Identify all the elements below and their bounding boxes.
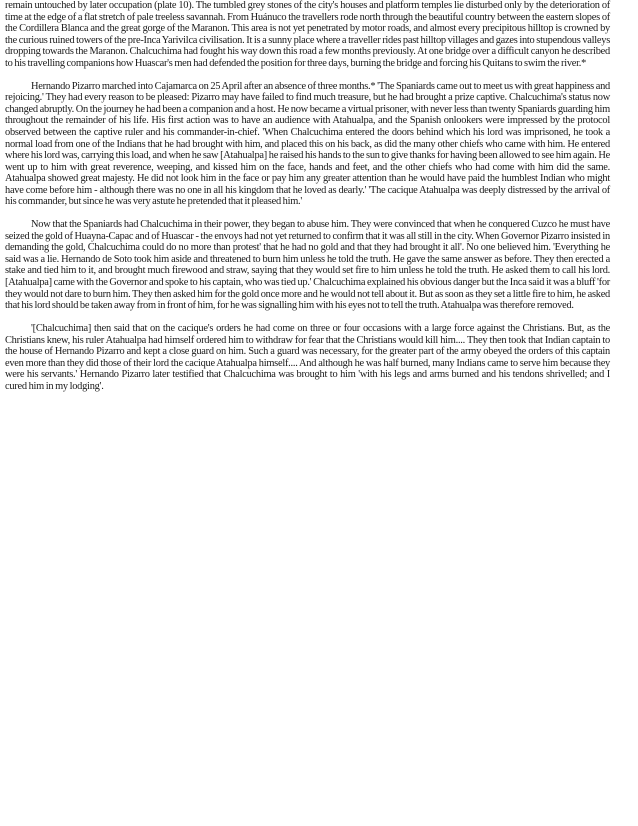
paragraph-continuation: remain untouched by later occupation (plate 10). The tumbled grey stones of the city's houses and platform temples lie disturbed only by the deterioration of time at the edge of a flat stretch of pale treeless savannah. From Huánuco the travellers rode north through the beautiful country between the eastern slopes of the Cordillera Blanca and the great gorge of the Maranon. This area is not yet penetrated by motor roads, and almost every precipitous hilltop is crowned by the curious ruined towers of the pre-Inca Yarivilca civilisation. It is a sunny place where a traveller rides past hilltop villages and gazes into stupendous valleys dropping towards the Maranon. Chalcuchima had fought his way down this road a few months previously. At one bridge over a difficult canyon he described to his travelling companions how Huascar's men had defended the position for three days, burning the bridge and forcing his Quitans to swim the river.* (5, 0, 610, 69)
paragraph-chalcuchima-testimony: '[Chalcuchima] then said that on the cacique's orders he had come on three or four occasions with a large force against the Christians. But, as the Christians knew, his ruler Atahualpa had himself ordered him to withdraw for fear that the Christians would kill him.... They then took that Indian captain to the house of Hernando Pizarro and kept a close guard on him. Such a guard was necessary, for the greater part of the army obeyed the orders of this captain even more than they did those of their lord the cacique Atahualpa himself.... And although he was half burned, many Indians came to serve him because they were his servants.' Hernando Pizarro later testified that Chalcuchima was brought to him 'with his legs and arms burned and his tendons shrivelled; and I cured him in my lodging'. (5, 323, 610, 392)
document-page (5, 0, 610, 404)
paragraph-hernando-returns: Hernando Pizarro marched into Cajamarca on 25 April after an absence of three months.* 'The Spaniards came out to meet us with great happiness and rejoicing.' They had every reason to be pleased: Pizarro may have failed to find much treasure, but he had brought a prize captive. Chalcuchima's status now changed abruptly. On the journey he had been a companion and a host. He now became a virtual prisoner, with never less than twenty Spaniards guarding him throughout the remainder of his life. His first action was to have an audience with Atahualpa, and the Spanish onlookers were impressed by the protocol observed between the captive ruler and his commander-in-chief. 'When Chalcuchima entered the doors behind which his lord was imprisoned, he took a normal load from one of the Indians that he had brought with him, and placed this on his back, as did the many other chiefs who came with him. He entered where his lord was, carrying this load, and when he saw [Atahualpa] he raised his hands to the sun to give thanks for having been allowed to see him again. He went up to him with great reverence, weeping, and kissed him on the face, hands and feet, and the other chiefs who had come with him did the same. Atahualpa showed great majesty. He did not look him in the face or pay him any greater attention than he would have paid the humblest Indian who might have come before him - although there was no one in all his kingdom that he loved as dearly.' 'The cacique Atahualpa was deeply distressed by the arrival of his commander, but since he was very astute he pretended that it pleased him.' (5, 80, 610, 208)
paragraph-chalcuchima-abused: Now that the Spaniards had Chalcuchima in their power, they began to abuse him. They were convinced that when he conquered Cuzco he must have seized the gold of Huayna-Capac and of Huascar - the envoys had not yet returned to confirm that it was all still in the city. When Governor Pizarro insisted in demanding the gold, Chalcuchima could do no more than protest' that he had no gold and that they had brought it all'. No one believed him. 'Everything he said was a lie. Hernando de Soto took him aside and threatened to burn him unless he told the truth. He gave the same answer as before. They then erected a stake and tied him to it, and brought much firewood and straw, saying that they would set fire to him unless he told the truth. He asked them to call his lord. [Atahualpa] came with the Governor and spoke to his captain, who was tied up.' Chalcuchima explained his obvious danger but the Inca said it was a bluff 'for they would not dare to burn him. They then asked him for the gold once more and he would not tell about it. But as soon as they set a little fire to him, he asked that his lord should be taken away from in front of him, for he was signalling him with his eyes not to tell the truth. Atahualpa was therefore removed. (5, 219, 610, 312)
